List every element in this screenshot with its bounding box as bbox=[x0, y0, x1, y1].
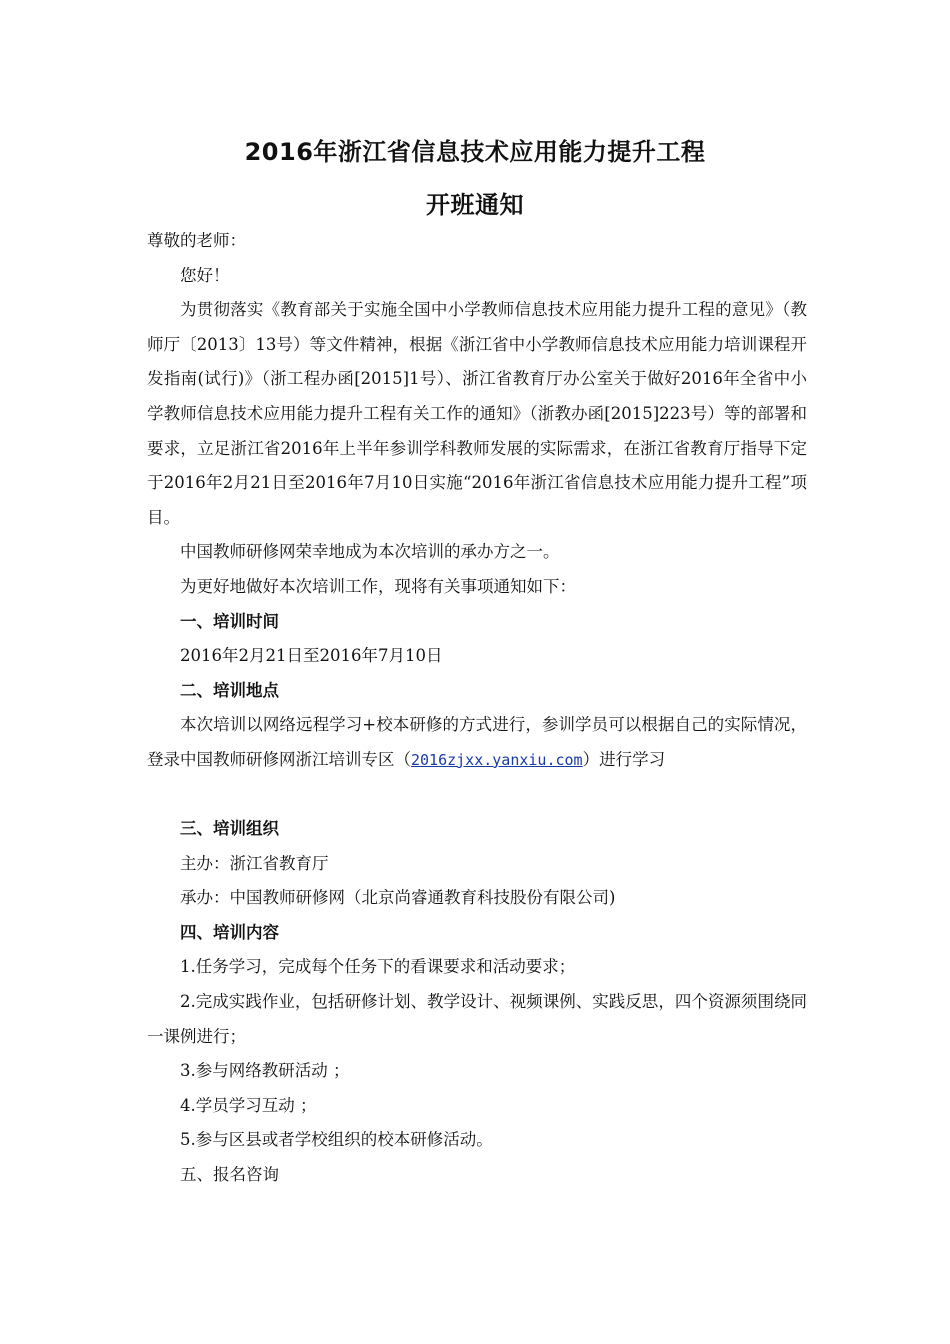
content-item: 3.参与网络教研活动 ； bbox=[180, 1061, 350, 1081]
intro-paragraph: 为贯彻落实《教育部关于实施全国中小学教师信息技术应用能力提升工程的意见》（教师厅〔2013〕13号）等文件精神，根据《浙江省中小学教师信息技术应用能力培训课程开发指南(试行)》（浙工程办函[2015]1号）、浙江省教育厅办公室关于做好2016年全省中小学教师信息技术应用能力提升工程有关工作的通知》（浙教办函[2015]223号）等的部署和要求，立足浙江省2016年上半年参训学科教师发展的实际需求，在浙江省教育厅指导下定于2016年2月21日至2016年7月10日实施“2016年浙江省信息技术应用能力提升工程”项目。 bbox=[147, 300, 807, 527]
host-paragraph: 中国教师研修网荣幸地成为本次培训的承办方之一。 bbox=[180, 542, 560, 562]
content-item: 1.任务学习，完成每个任务下的看课要求和活动要求； bbox=[180, 957, 576, 977]
training-location-paragraph bbox=[147, 708, 807, 777]
content-item: 4.学员学习互动 ； bbox=[180, 1095, 317, 1115]
content-item: 2.完成实践作业，包括研修计划、教学设计、视频课例、实践反思，四个资源须围绕同一课例进行； bbox=[147, 992, 807, 1046]
section-heading-content: 四、培训内容 bbox=[180, 922, 279, 942]
section-heading-location: 二、培训地点 bbox=[180, 680, 279, 700]
location-text-after: ）进行学习 bbox=[582, 749, 666, 769]
notice-paragraph: 为更好地做好本次培训工作，现将有关事项通知如下： bbox=[180, 576, 576, 596]
section-heading-organization: 三、培训组织 bbox=[180, 819, 279, 839]
greeting: 您好！ bbox=[180, 265, 230, 285]
organizer: 主办：浙江省教育厅 bbox=[180, 853, 329, 873]
location-text-before: 本次培训以网络远程学习+校本研修的方式进行，参训学员可以根据自己的实际情况，登录中国教师研修网浙江培训专区（ bbox=[147, 715, 807, 769]
training-time: 2016年2月21日至2016年7月10日 bbox=[180, 646, 443, 666]
document-subtitle: 开班通知 bbox=[426, 191, 524, 219]
undertaker: 承办：中国教师研修网（北京尚睿通教育科技股份有限公司) bbox=[180, 888, 616, 908]
section-heading-registration: 五、报名咨询 bbox=[180, 1165, 279, 1185]
document-title: 2016年浙江省信息技术应用能力提升工程 bbox=[244, 138, 706, 166]
salutation: 尊敬的老师： bbox=[147, 231, 246, 250]
blank-line bbox=[147, 778, 807, 813]
training-zone-link[interactable]: 2016zjxx.yanxiu.com bbox=[411, 750, 583, 769]
content-item: 5.参与区县或者学校组织的校本研修活动。 bbox=[180, 1130, 493, 1150]
document-body bbox=[147, 224, 807, 1193]
section-heading-time: 一、培训时间 bbox=[180, 611, 279, 631]
